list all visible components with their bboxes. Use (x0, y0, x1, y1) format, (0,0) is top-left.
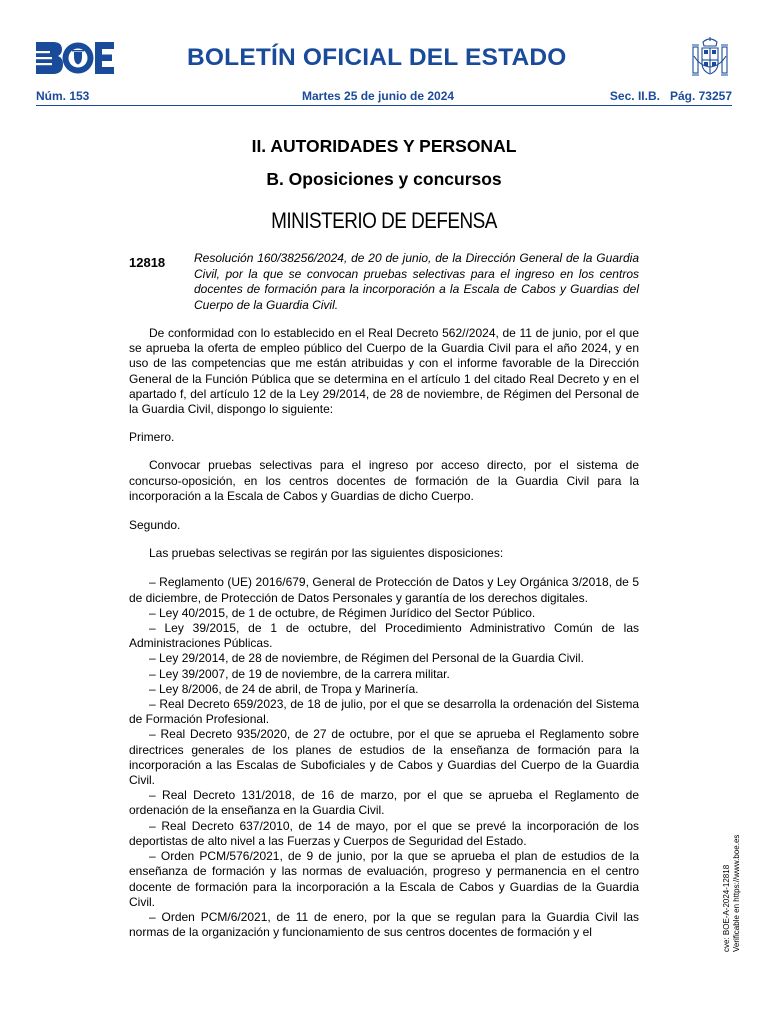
second-intro: Las pruebas selectivas se regirán por las siguientes disposiciones: (149, 546, 504, 561)
list-item: – Real Decreto 659/2023, de 18 de julio, por el que se desarrolla la ordenación del Sistema de Formación Profesional. (129, 697, 639, 727)
list-item: – Ley 8/2006, de 24 de abril, de Tropa y Marinería. (149, 681, 419, 696)
bulletin-title: BOLETÍN OFICIAL DEL ESTADO (187, 44, 567, 71)
intro-paragraph: De conformidad con lo establecido en el Real Decreto 562//2024, de 11 de junio, por el que se aprueba la oferta de empleo público del Cuerpo de la Guardia Civil para el año 2024, y en uso de las competencias que me están atribuidas y con el informe favorable de la Dirección General de la Función Pública que se determina en el artículo 1 del citado Real Decreto y en el apartado f, del artículo 12 de la Ley 29/2014, de 28 de noviembre, de Régimen del Personal de la Guardia Civil, dispongo lo siguiente: (129, 326, 639, 417)
section-label: Sec. II.B. (609, 89, 660, 103)
issue-number: Núm. 153 (36, 89, 90, 103)
disposition-list (129, 575, 639, 940)
document-body (129, 326, 639, 940)
list-item: – Ley 39/2007, de 19 de noviembre, de la carrera militar. (149, 666, 450, 681)
list-item: – Orden PCM/6/2021, de 11 de enero, por la que se regulan para la Guardia Civil las normas de la organización y funcionamiento de sus centros docentes de formación y el (129, 909, 639, 940)
section-heading: II. AUTORIDADES Y PERSONAL (251, 136, 517, 156)
cve-sidebar (722, 835, 742, 952)
list-item: – Ley 29/2014, de 28 de noviembre, de Régimen del Personal de la Guardia Civil. (149, 651, 584, 666)
section-page (610, 89, 732, 103)
verification-link[interactable]: Verificable en https://www.boe.es (732, 834, 741, 952)
list-item: – Ley 40/2015, de 1 de octubre, de Régimen Jurídico del Sector Público. (149, 605, 536, 620)
resolution-title: Resolución 160/38256/2024, de 20 de junio, de la Dirección General de la Guardia Civil, por la que se convocan pruebas selectivas para el ingreso en los centros docentes de formación para la incorporación a la Escala de Cabos y Guardias del Cuerpo de la Guardia Civil. (194, 251, 639, 312)
cve-code: cve: BOE-A-2024-12818 (722, 864, 731, 952)
list-item: – Real Decreto 637/2010, de 14 de mayo, por el que se prevé la incorporación de los deportistas de alto nivel a las Fuerzas y Cuerpos de Seguridad del Estado. (129, 818, 639, 848)
resolution-number: 12818 (129, 255, 166, 270)
first-paragraph: Convocar pruebas selectivas para el ingreso por acceso directo, por el sistema de concurso-oposición, en los centros docentes de formación de la Guardia Civil para la incorporación a la Escala de Cabos y Guardias de dicho Cuerpo. (129, 458, 639, 503)
first-label: Primero. (129, 430, 175, 445)
list-item: – Reglamento (UE) 2016/679, General de Protección de Datos y Ley Orgánica 3/2018, de 5 de diciembre, de Protección de Datos Personales y garantía de los derechos digitales. (129, 575, 639, 605)
list-item: – Real Decreto 935/2020, de 27 de octubre, por el que se aprueba el Reglamento sobre directrices generales de los planes de estudios de la enseñanza de formación para la incorporación a las Escalas de Suboficiales y de Cabos y Guardias del Cuerpo de la Guardia Civil. (129, 727, 639, 788)
ministry-heading: MINISTERIO DE DEFENSA (271, 208, 497, 233)
header-meta (36, 89, 732, 103)
subsection-heading: B. Oposiciones y concursos (266, 169, 502, 189)
list-item: – Ley 39/2015, de 1 de octubre, del Procedimiento Administrativo Común de las Administraciones Públicas. (129, 621, 639, 651)
coat-of-arms-icon (690, 36, 730, 80)
boe-logo-icon (36, 42, 114, 74)
list-item: – Real Decreto 131/2018, de 16 de marzo, por el que se aprueba el Reglamento de ordenación de la enseñanza en la Guardia Civil. (129, 788, 639, 818)
list-item: – Orden PCM/576/2021, de 9 de junio, por la que se aprueba el plan de estudios de la enseñanza de formación y las normas de evaluación, progreso y permanencia en el centro docente de formación para la incorporación a la Escala de Cabos y Guardias de la Guardia Civil. (129, 849, 639, 909)
second-label: Segundo. (129, 518, 181, 533)
header-divider (36, 105, 732, 106)
issue-date: Martes 25 de junio de 2024 (302, 89, 455, 103)
page-number: Pág. 73257 (669, 89, 732, 103)
